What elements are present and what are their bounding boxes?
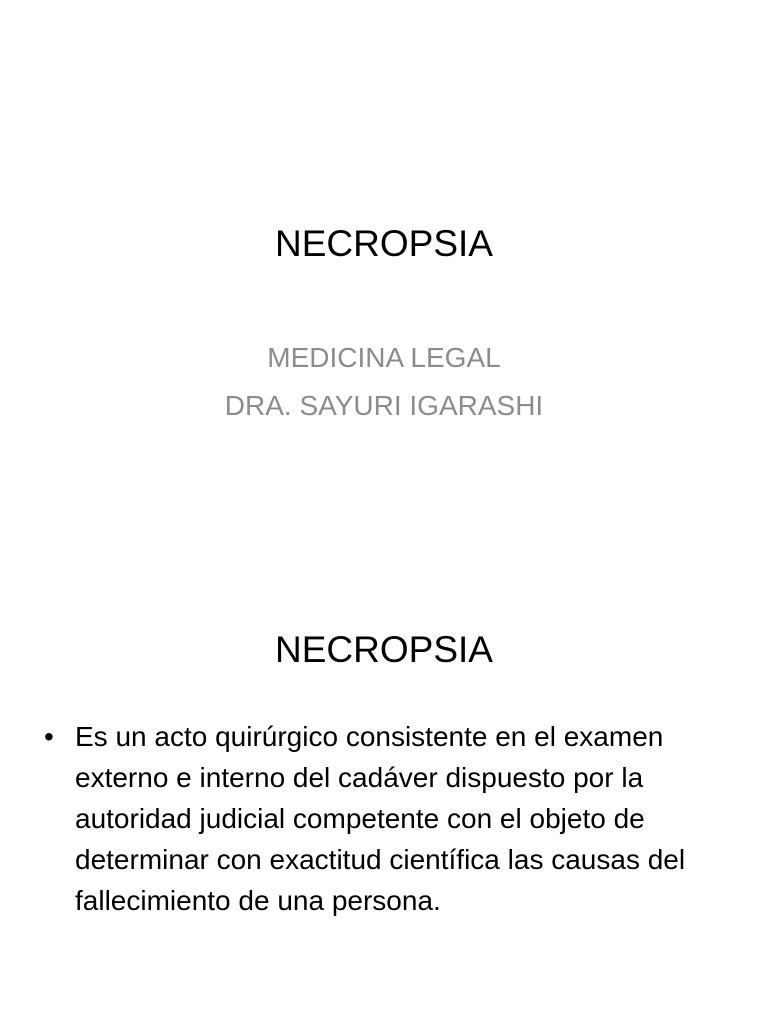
slide-title: NECROPSIA <box>275 223 493 264</box>
subtitle-author: DRA. SAYURI IGARASHI <box>224 390 544 421</box>
bullet-dot-icon: • <box>44 721 54 752</box>
slide-title: NECROPSIA <box>275 629 493 670</box>
bullet-text: Es un acto quirúrgico consistente en el examen externo e interno del cadáver dispuesto por la autoridad judicial competente con el objeto de determinar con exactitud científica las causas del fallecimiento de una persona. <box>75 721 686 916</box>
subtitle-course: MEDICINA LEGAL <box>267 342 501 373</box>
bullet-item <box>40 716 730 921</box>
subtitle-block <box>0 334 768 430</box>
content-slide <box>0 512 768 1024</box>
bullet-list <box>40 716 730 921</box>
